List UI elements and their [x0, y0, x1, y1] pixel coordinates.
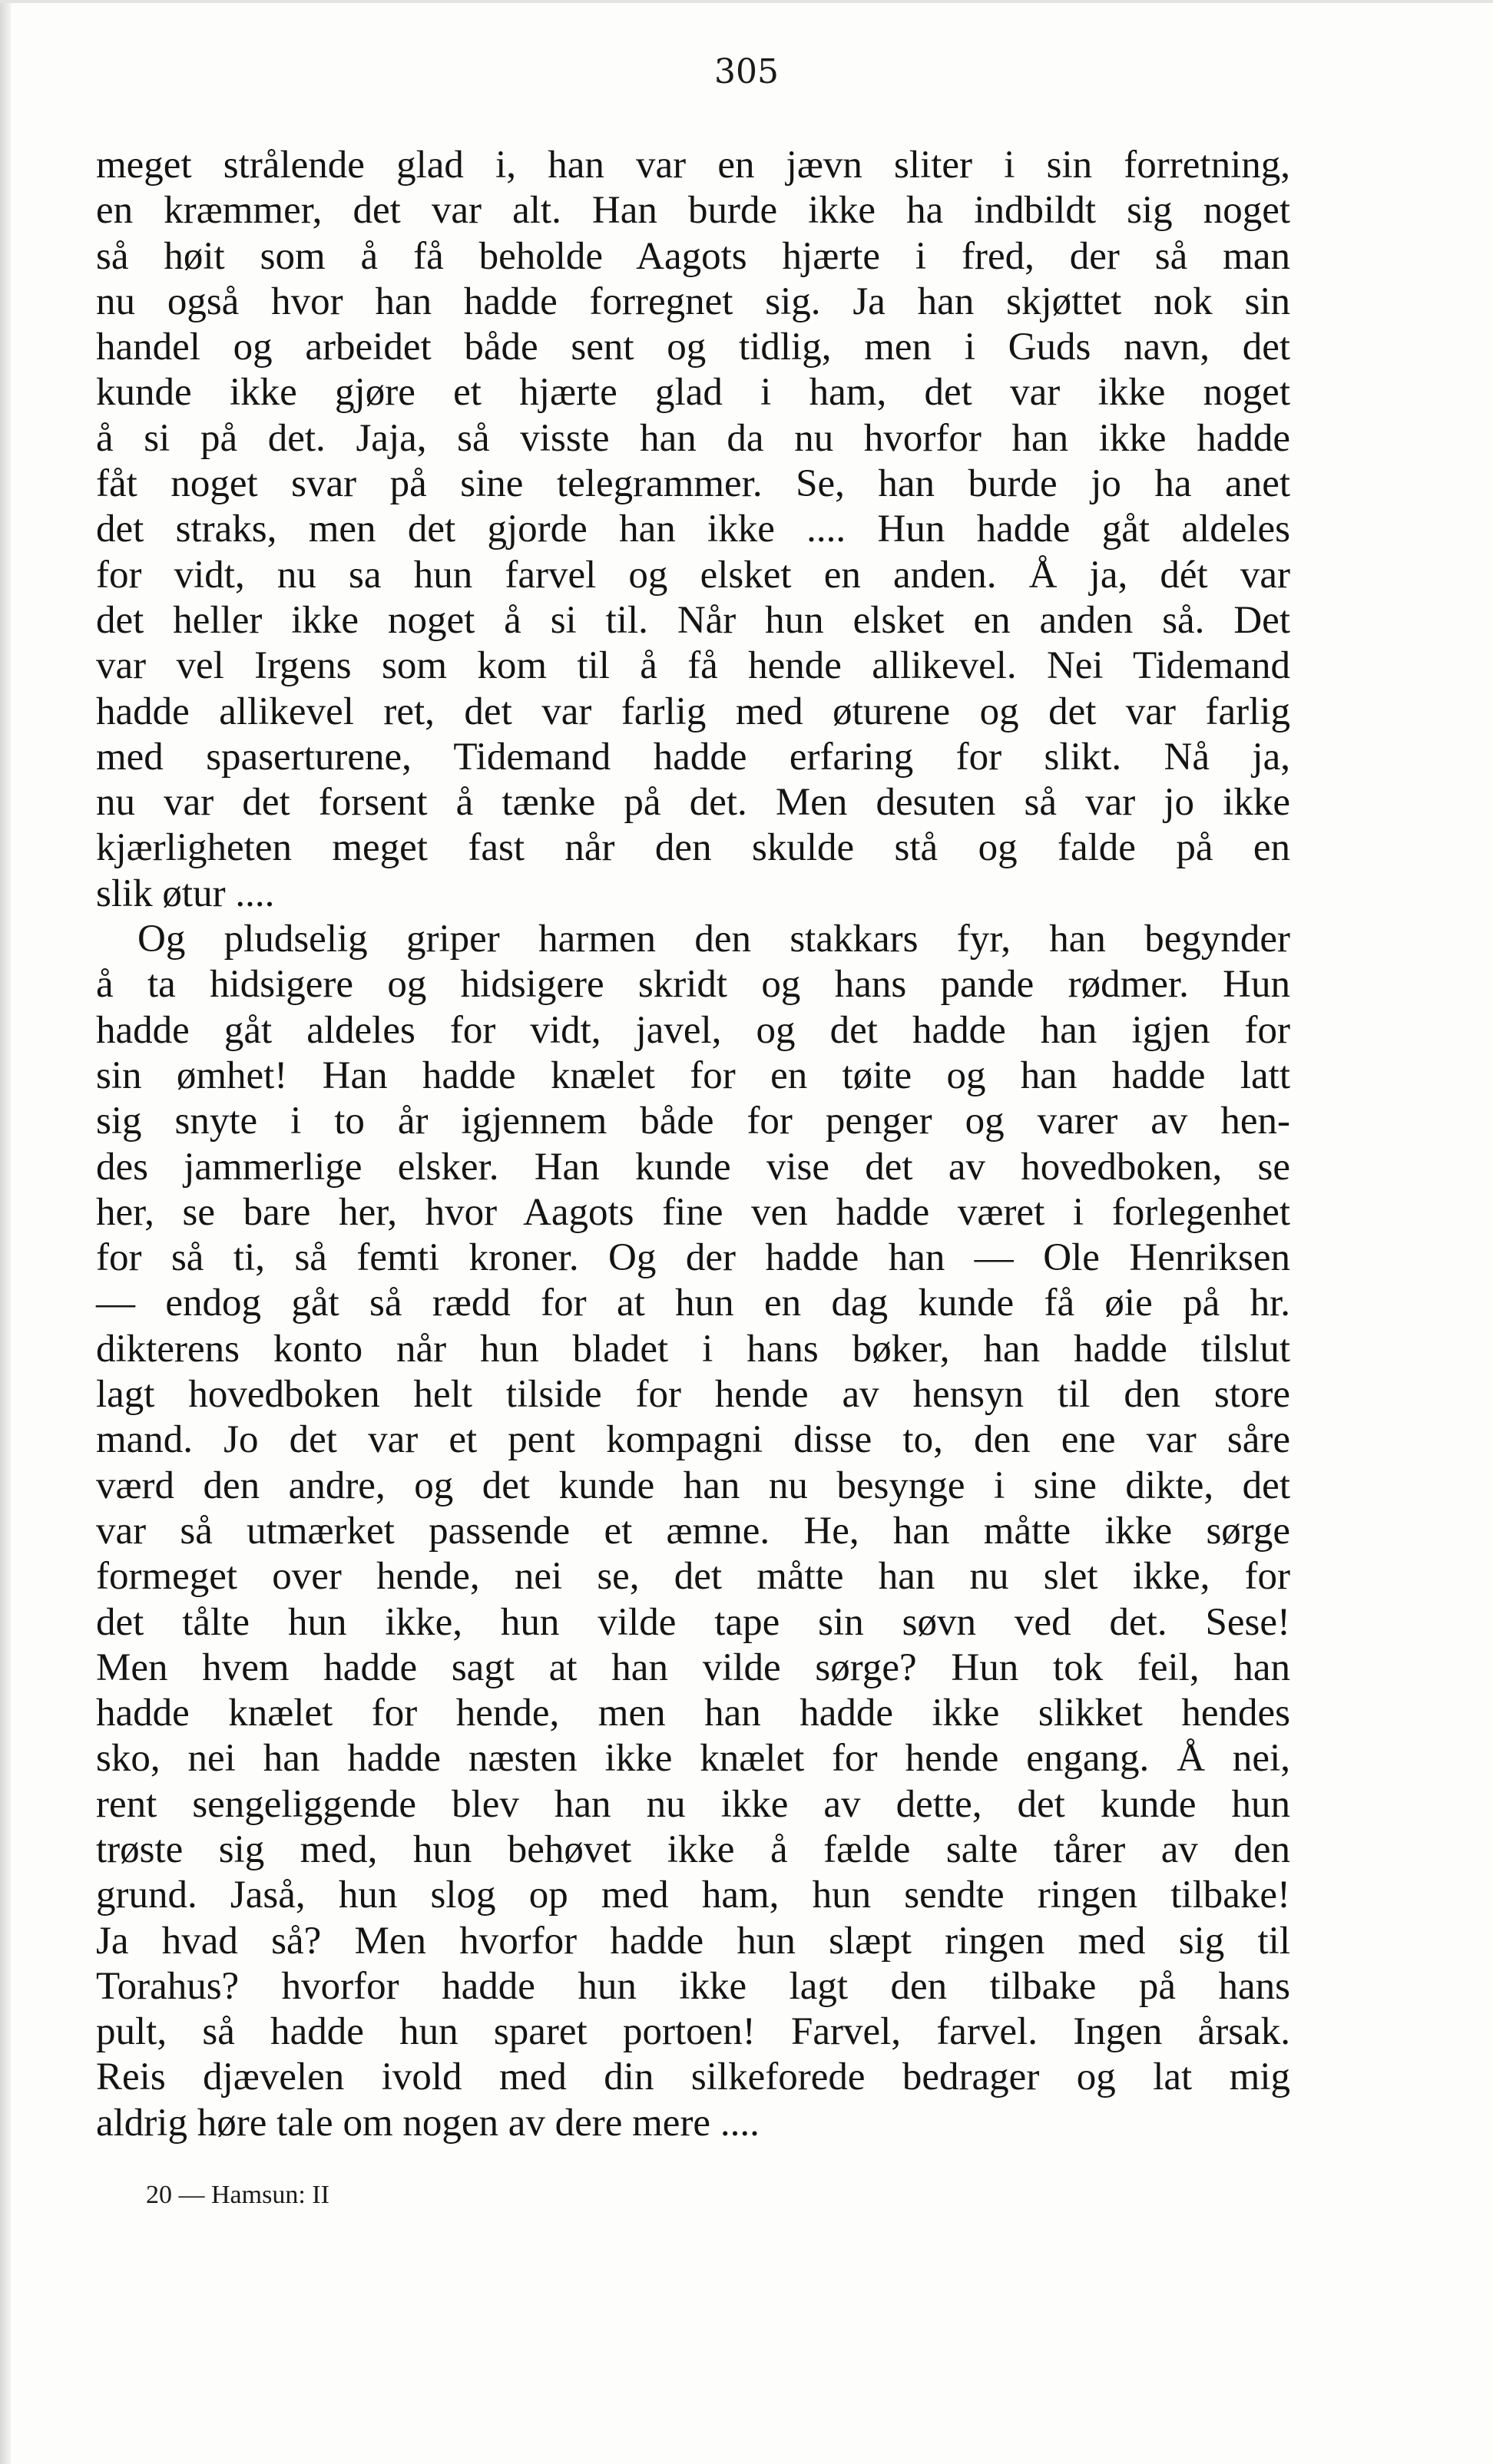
text-line: rent sengeliggende blev han nu ikke av dette, det kunde hun [96, 1782, 1290, 1826]
body-text [96, 143, 1290, 2146]
text-line: for vidt, nu sa hun farvel og elsket en anden. Å ja, dét var [96, 553, 1290, 597]
text-line: med spaserturene, Tidemand hadde erfaring for slikt. Nå ja, [96, 735, 1290, 779]
text-line: Men hvem hadde sagt at han vilde sørge? Hun tok feil, han [96, 1645, 1290, 1689]
text-line: kunde ikke gjøre et hjærte glad i ham, det var ikke noget [96, 371, 1290, 415]
text-line: Og pludselig griper harmen den stakkars fyr, han begynder [137, 918, 1290, 961]
text-line: — endog gåt så rædd for at hun en dag kunde få øie på hr. [96, 1282, 1290, 1325]
page-number: 305 [714, 52, 779, 91]
text-line: hadde allikevel ret, det var farlig med øturene og det var farlig [96, 690, 1290, 733]
text-line: det heller ikke noget å si til. Når hun elsket en anden så. Det [96, 598, 1290, 642]
text-line: værd den andre, og det kunde han nu besynge i sine dikte, det [96, 1464, 1290, 1507]
text-line: mand. Jo det var et pent kompagni disse to, den ene var såre [96, 1418, 1290, 1462]
text-line: å si på det. Jaja, så visste han da nu hvorfor han ikke hadde [96, 416, 1290, 460]
text-line: formeget over hende, nei se, det måtte han nu slet ikke, for [96, 1555, 1290, 1599]
text-line: nu var det forsent å tænke på det. Men desuten så var jo ikke [96, 781, 1290, 825]
text-line: meget strålende glad i, han var en jævn sliter i sin forretning, [96, 144, 1290, 187]
text-line: nu også hvor han hadde forregnet sig. Ja han skjøttet nok sin [96, 279, 1290, 323]
text-line: Torahus? hvorfor hadde hun ikke lagt den tilbake på hans [96, 1964, 1290, 2008]
text-line: lagt hovedboken helt tilside for hende av hensyn til den store [96, 1373, 1290, 1417]
text-line: det straks, men det gjorde han ikke .... Hun hadde gåt aldeles [96, 508, 1290, 551]
text-line: sko, nei han hadde næsten ikke knælet for hende engang. Å nei, [96, 1737, 1290, 1781]
text-line: var så utmærket passende et æmne. He, han måtte ikke sørge [96, 1509, 1290, 1553]
text-line: handel og arbeidet både sent og tidlig, men i Guds navn, det [96, 326, 1290, 369]
text-line: pult, så hadde hun sparet portoen! Farvel, farvel. Ingen årsak. [96, 2010, 1290, 2054]
text-line: å ta hidsigere og hidsigere skridt og hans pande rødmer. Hun [96, 963, 1290, 1007]
text-line: aldrig høre tale om nogen av dere mere .... [96, 2101, 760, 2145]
text-line: trøste sig med, hun behøvet ikke å fælde salte tårer av den [96, 1827, 1290, 1871]
page-top-edge [0, 0, 1493, 3]
signature-footer: 20 — Hamsun: II [146, 2181, 329, 2209]
text-line: Reis djævelen ivold med din silkeforede bedrager og lat mig [96, 2056, 1290, 2099]
text-line: det tålte hun ikke, hun vilde tape sin søvn ved det. Sese! [96, 1600, 1290, 1644]
text-line: sin ømhet! Han hadde knælet for en tøite og han hadde latt [96, 1053, 1290, 1097]
text-line: Ja hvad så? Men hvorfor hadde hun slæpt ringen med sig til [96, 1919, 1290, 1963]
text-line: dikterens konto når hun bladet i hans bøker, han hadde tilslut [96, 1327, 1290, 1371]
text-line: her, se bare her, hvor Aagots fine ven hadde været i forlegenhet [96, 1190, 1290, 1234]
text-line: fåt noget svar på sine telegrammer. Se, han burde jo ha anet [96, 462, 1290, 506]
text-line: var vel Irgens som kom til å få hende allikevel. Nei Tidemand [96, 644, 1290, 688]
text-line: kjærligheten meget fast når den skulde stå og falde på en [96, 826, 1290, 870]
text-line: for så ti, så femti kroner. Og der hadde han — Ole Henriksen [96, 1236, 1290, 1280]
text-line: grund. Jaså, hun slog op med ham, hun sendte ringen tilbake! [96, 1874, 1290, 1917]
text-line: hadde gåt aldeles for vidt, javel, og det hadde han igjen for [96, 1008, 1290, 1052]
text-line: hadde knælet for hende, men han hadde ikke slikket hendes [96, 1692, 1290, 1735]
page-left-edge-shadow [0, 0, 11, 2464]
text-line: en kræmmer, det var alt. Han burde ikke ha indbildt sig noget [96, 189, 1290, 233]
text-line: så høit som å få beholde Aagots hjærte i fred, der så man [96, 234, 1290, 278]
text-line: sig snyte i to år igjennem både for penger og varer av hen- [96, 1100, 1290, 1143]
text-line: slik øtur .... [96, 871, 275, 915]
text-line: des jammerlige elsker. Han kunde vise det av hovedboken, se [96, 1145, 1290, 1189]
